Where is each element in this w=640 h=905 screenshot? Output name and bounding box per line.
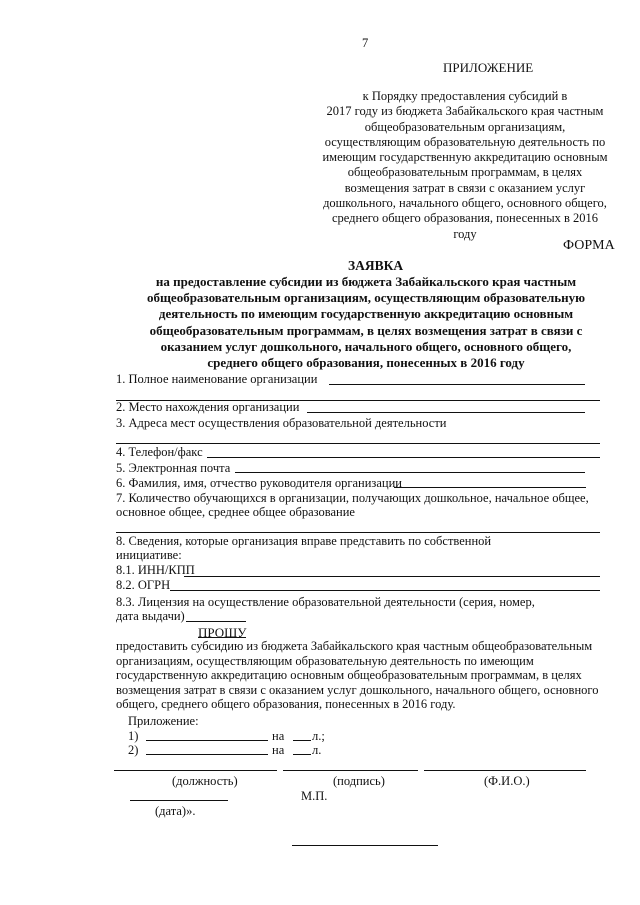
field-location-input[interactable] xyxy=(307,412,585,413)
page-number: 7 xyxy=(362,36,369,50)
appendix-line: 2017 году из бюджета Забайкальского края частным xyxy=(326,104,604,119)
field-students-count-label-line2: основное общее, среднее общее образование xyxy=(116,505,355,519)
attachment-item-2-sheets-input[interactable] xyxy=(293,754,311,755)
date-caption: (дата)». xyxy=(155,804,196,818)
request-line: государственную аккредитацию основным общеобразовательным программам, в целях xyxy=(116,668,582,683)
field-director-name-label: 6. Фамилия, имя, отчество руководителя организации xyxy=(116,476,402,490)
attachment-item-1-on: на xyxy=(272,729,285,743)
field-ogrn-label: 8.2. ОГРН xyxy=(116,578,171,592)
appendix-line: к Порядку предоставления субсидий в xyxy=(362,89,568,103)
full-name-caption: (Ф.И.О.) xyxy=(484,774,530,788)
field-phone-fax-label: 4. Телефон/факс xyxy=(116,445,203,459)
heading-title: ЗАЯВКА xyxy=(348,258,404,273)
heading-line: общеобразовательным организациям, осуществляющим образовательную xyxy=(146,290,586,306)
attachment-item-2-on: на xyxy=(272,743,285,757)
field-activity-addresses-label: 3. Адреса мест осуществления образовательной деятельности xyxy=(116,416,447,430)
field-director-name-input[interactable] xyxy=(394,487,586,488)
heading-line: оказанием услуг дошкольного, начального общего, основного общего, xyxy=(160,338,572,354)
field-email-label: 5. Электронная почта xyxy=(116,461,231,475)
heading-text xyxy=(110,274,622,371)
request-line: возмещения затрат в связи с оказанием услуг дошкольного, начального общего, основного xyxy=(116,682,599,697)
field-students-count-label: 7. Количество обучающихся в организации, получающих дошкольное, начальное общее, xyxy=(116,491,589,505)
attachment-item-2-num: 2) xyxy=(128,743,139,757)
form-label: ФОРМА xyxy=(563,238,615,253)
appendix-line: году xyxy=(453,226,477,241)
attachments-title: Приложение: xyxy=(128,714,199,728)
attachment-item-2-sheets: л. xyxy=(312,743,322,757)
appendix-line: общеобразовательным организациям, xyxy=(364,119,566,134)
full-name-input[interactable] xyxy=(424,770,586,771)
field-ogrn-input[interactable] xyxy=(170,590,600,591)
heading-line: среднего общего образования, понесенных в 2016 году xyxy=(207,355,525,371)
attachment-item-1-sheets: л.; xyxy=(312,729,325,743)
signature-caption: (подпись) xyxy=(333,774,385,788)
signature-input[interactable] xyxy=(283,770,418,771)
request-title: ПРОШУ xyxy=(198,625,247,640)
field-inn-kpp-label: 8.1. ИНН/КПП xyxy=(116,563,195,577)
date-input[interactable] xyxy=(130,800,228,801)
appendix-line: имеющим государственную аккредитацию основным xyxy=(322,150,608,165)
heading-line: общеобразовательным программам, в целях возмещения затрат в связи с xyxy=(149,322,583,338)
request-title-underline xyxy=(198,637,246,638)
position-caption: (должность) xyxy=(172,774,238,788)
bottom-rule xyxy=(292,845,438,846)
attachment-item-1-sheets-input[interactable] xyxy=(293,740,311,741)
heading-line: на предоставление субсидии из бюджета Забайкальского края частным xyxy=(155,274,577,289)
field-students-count-input[interactable] xyxy=(116,532,600,533)
attachment-item-2-input[interactable] xyxy=(146,754,268,755)
field-organization-name-input[interactable] xyxy=(329,384,585,385)
request-text xyxy=(116,639,616,712)
appendix-line: общеобразовательным программам, в целях xyxy=(347,165,583,180)
field-phone-fax-input[interactable] xyxy=(207,457,600,458)
attachment-item-1-input[interactable] xyxy=(146,740,268,741)
stamp-label: М.П. xyxy=(301,789,328,803)
appendix-line: среднего общего образования, понесенных в 2016 xyxy=(331,211,599,226)
field-license-input[interactable] xyxy=(186,621,246,622)
appendix-line: дошкольного, начального общего, основного общего, xyxy=(323,196,607,211)
field-organization-name-label: 1. Полное наименование организации xyxy=(116,372,318,386)
field-activity-addresses-input[interactable] xyxy=(116,443,600,444)
attachment-item-1-num: 1) xyxy=(128,729,139,743)
appendix-line: осуществляющим образовательную деятельность по xyxy=(324,134,606,149)
field-license-label: 8.3. Лицензия на осуществление образовательной деятельности (серия, номер, xyxy=(116,595,535,609)
appendix-text xyxy=(305,89,625,242)
field-inn-kpp-input[interactable] xyxy=(184,576,600,577)
field-location-label: 2. Место нахождения организации xyxy=(116,400,300,414)
request-line: организациям, осуществляющим образовательную деятельность по имеющим xyxy=(116,653,534,668)
field-license-label-line2: дата выдачи) xyxy=(116,609,185,623)
heading-line: деятельность по имеющим государственную аккредитацию основным xyxy=(158,306,574,322)
field-email-input[interactable] xyxy=(235,472,585,473)
appendix-title: ПРИЛОЖЕНИЕ xyxy=(443,60,534,75)
request-line: общего, среднего общего образования, понесенных в 2016 году. xyxy=(116,697,456,712)
field-extra-info-label: 8. Сведения, которые организация вправе представить по собственной xyxy=(116,534,492,548)
request-line: предоставить субсидию из бюджета Забайкальского края частным общеобразовательным xyxy=(116,639,593,653)
field-extra-info-label-line2: инициативе: xyxy=(116,548,182,562)
appendix-line: возмещения затрат в связи с оказанием услуг xyxy=(344,180,586,195)
position-input[interactable] xyxy=(114,770,277,771)
